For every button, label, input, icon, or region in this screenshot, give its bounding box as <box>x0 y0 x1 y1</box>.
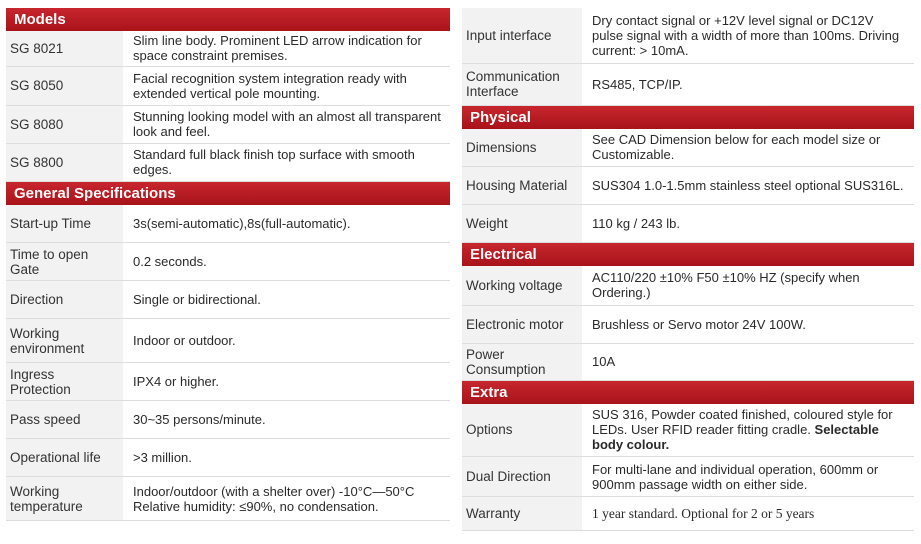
spec-label: Warranty <box>462 497 582 531</box>
table-row <box>462 457 914 497</box>
spec-value: 110 kg / 243 lb. <box>582 205 914 243</box>
spec-value: 30~35 persons/minute. <box>123 401 450 439</box>
spec-value: 3s(semi-automatic),8s(full-automatic). <box>123 205 450 243</box>
physical-section-header: Physical <box>462 106 914 129</box>
electrical-table <box>462 266 914 381</box>
general-specifications-table <box>6 205 450 522</box>
interface-table <box>462 8 914 106</box>
table-row <box>6 66 450 105</box>
spec-label: SG 8050 <box>6 66 123 105</box>
physical-table <box>462 129 914 244</box>
spec-label: Direction <box>6 281 123 319</box>
table-row <box>6 243 450 281</box>
table-row <box>462 343 914 380</box>
table-row <box>6 281 450 319</box>
spec-label: Input interface <box>462 8 582 63</box>
spec-value: Facial recognition system integration ready with extended vertical pole mounting. <box>123 66 450 105</box>
electrical-section-header: Electrical <box>462 243 914 266</box>
spec-label: Operational life <box>6 439 123 477</box>
table-row <box>6 401 450 439</box>
table-row <box>462 205 914 243</box>
right-spec-column <box>462 8 914 531</box>
spec-label: Electronic motor <box>462 305 582 343</box>
general-specifications-section-header: General Specifications <box>6 182 450 205</box>
extra-table <box>462 404 914 532</box>
spec-label: Pass speed <box>6 401 123 439</box>
spec-label: Options <box>462 404 582 457</box>
spec-value: 1 year standard. Optional for 2 or 5 years <box>582 497 914 531</box>
spec-label: Ingress Protection <box>6 363 123 401</box>
spec-label: Communication Interface <box>462 63 582 105</box>
spec-label: Weight <box>462 205 582 243</box>
spec-label: Power Consumption <box>462 343 582 380</box>
spec-value: Standard full black finish top surface with smooth edges. <box>123 143 450 181</box>
table-row <box>6 143 450 181</box>
table-row <box>462 266 914 305</box>
table-row <box>462 167 914 205</box>
spec-value: IPX4 or higher. <box>123 363 450 401</box>
spec-value: Slim line body. Prominent LED arrow indication for space constraint premises. <box>123 31 450 66</box>
spec-label: Dual Direction <box>462 457 582 497</box>
options-text: SUS 316, Powder coated finished, coloured style for LEDs. User RFID reader fitting cradle. <box>592 407 893 438</box>
spec-label: SG 8021 <box>6 31 123 66</box>
table-row <box>6 439 450 477</box>
models-section-header: Models <box>6 8 450 31</box>
left-spec-column <box>6 8 450 521</box>
table-row <box>6 363 450 401</box>
extra-section-header: Extra <box>462 381 914 404</box>
spec-value: See CAD Dimension below for each model size or Customizable. <box>582 129 914 167</box>
options-bold-text: Selectable body colour. <box>592 422 879 453</box>
table-row <box>6 477 450 521</box>
spec-value: Indoor or outdoor. <box>123 319 450 363</box>
spec-value: For multi-lane and individual operation, 600mm or 900mm passage width on either side. <box>582 457 914 497</box>
spec-label: SG 8800 <box>6 143 123 181</box>
spec-value: Indoor/outdoor (with a shelter over) -10°C—50°C Relative humidity: ≤90%, no condensation. <box>123 477 450 521</box>
models-table <box>6 31 450 182</box>
table-row <box>6 31 450 66</box>
spec-value: 10A <box>582 343 914 380</box>
table-row <box>462 63 914 105</box>
spec-label: Working voltage <box>462 266 582 305</box>
spec-value: Single or bidirectional. <box>123 281 450 319</box>
spec-value: >3 million. <box>123 439 450 477</box>
table-row <box>462 404 914 457</box>
spec-label: Time to open Gate <box>6 243 123 281</box>
spec-value: AC110/220 ±10% F50 ±10% HZ (specify when Ordering.) <box>582 266 914 305</box>
spec-value: SUS304 1.0-1.5mm stainless steel optional SUS316L. <box>582 167 914 205</box>
spec-value <box>582 404 914 457</box>
spec-value: Brushless or Servo motor 24V 100W. <box>582 305 914 343</box>
spec-label: Working temperature <box>6 477 123 521</box>
spec-label: Start-up Time <box>6 205 123 243</box>
table-row <box>462 305 914 343</box>
spec-label: Working environment <box>6 319 123 363</box>
table-row <box>6 319 450 363</box>
spec-label: SG 8080 <box>6 105 123 143</box>
spec-value: Dry contact signal or +12V level signal or DC12V pulse signal with a width of more than 100ms. Driving current: > 10mA. <box>582 8 914 63</box>
table-row <box>6 105 450 143</box>
table-row <box>6 205 450 243</box>
table-row <box>462 497 914 531</box>
spec-value: Stunning looking model with an almost all transparent look and feel. <box>123 105 450 143</box>
spec-label: Housing Material <box>462 167 582 205</box>
spec-value: RS485, TCP/IP. <box>582 63 914 105</box>
table-row <box>462 129 914 167</box>
spec-label: Dimensions <box>462 129 582 167</box>
table-row <box>462 8 914 63</box>
spec-value: 0.2 seconds. <box>123 243 450 281</box>
